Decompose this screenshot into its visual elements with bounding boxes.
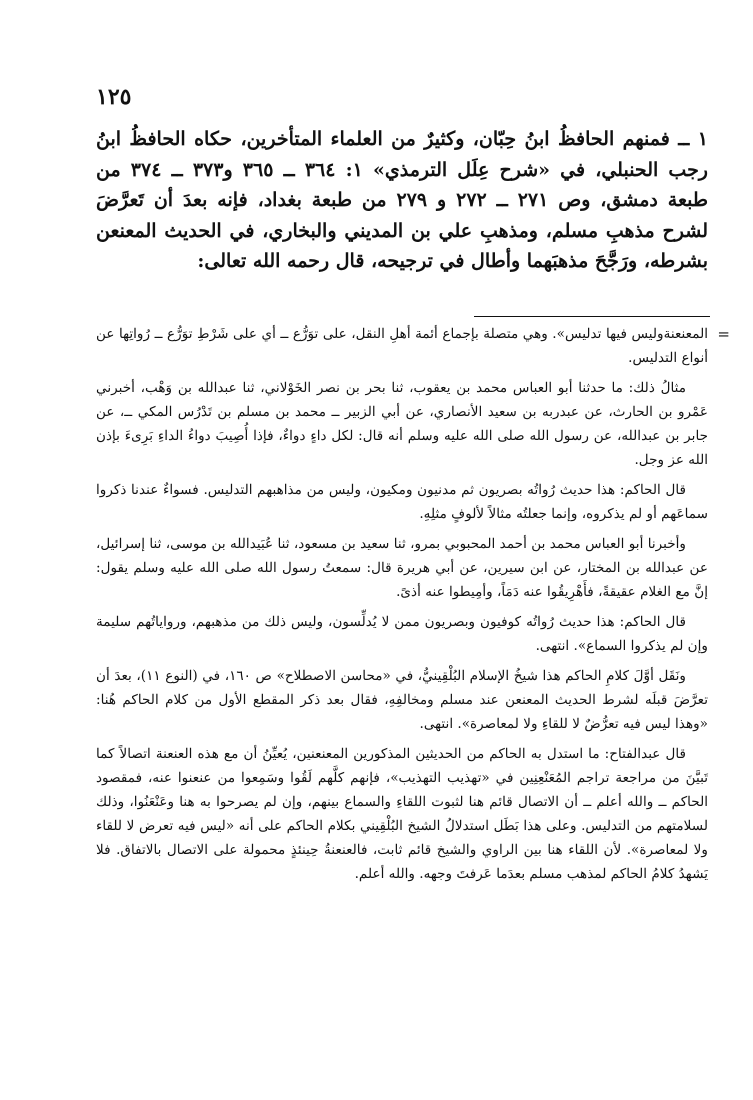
main-text-block [96, 124, 708, 277]
footnote-block [96, 322, 730, 892]
footnote-continuation-mark: = [717, 325, 730, 343]
footnote-paragraph: ونَقَل أوَّلَ كلامِ الحاكم هذا شيخُ الإسلام البُلْقِينيُّ، في «محاسن الاصطلاح» ص ١٦٠، في (النوع ١١)، بعدَ أن تعرَّضَ قبلَه لشرط الحديث المعنعن عند مسلم ومخالفِهِ، فقال بعد ذكر المقطع الأول من كلام الحاكم هُنا: «وهذا ليس فيه تعرُّضٌ لا للقاءِ ولا لمعاصرة». انتهى. [96, 668, 708, 732]
page-number: ١٢٥ [96, 84, 132, 110]
footnote-separator-line [474, 316, 710, 317]
footnote-paragraph: قال الحاكم: هذا حديث رُواتُه كوفيون وبصريون ممن لا يُدلِّسون، وليس ذلك من مذهبهم، ورواياتُهم سليمة وإن لم يذكروا السماع». انتهى. [96, 614, 708, 654]
footnote-paragraph: مثالُ ذلك: ما حدثنا أبو العباس محمد بن يعقوب، ثنا بحر بن نصر الخَوْلاني، ثنا عبدالله بن وَهْب، أخبرني عَمْرو بن الحارث، عن عبدربه بن سعيد الأنصاري، عن أبي الزبير ــ محمد بن مسلم بن تَدْرُس المكي ــ، عن جابر بن عبدالله، عن رسول الله صلى الله عليه وسلم أنه قال: لكل داءٍ دواءٌ، فإذا أُصِيبَ دواءُ الداءِ بَرِىءَ بإذن الله عز وجل. [96, 380, 708, 468]
footnote-paragraph: قال عبدالفتاح: ما استدل به الحاكم من الحديثين المذكورين المعنعنين، يُعيِّنُ أن مع هذه العنعنة اتصالاً كما تَبيَّنَ من مراجعة تراجم المُعَنْعِنِين في «تهذيب التهذيب»، فإنهم كلَّهم لَقُوا وسَمِعوا من عنعنوا عنه، فمقصود الحاكم ــ والله أعلم ــ أن الاتصال قائم هنا لثبوت اللقاءِ والسماع بينهم، وإن لم يصرحوا به هنا وعَنْعَنُوا، وذلك لسلامتهم من التدليس. وعلى هذا بَطَل استدلالُ الشيخ البُلْقِيني بكلام الحاكم على أنه «ليس فيه تعرض لا للقاء ولا لمعاصرة». لأن اللقاء هنا بين الراوي والشيخ قائم ثابت، فالعنعنةُ حِينئذٍ محمولة على الاتصال بالاتفاق. فلا يَشهدُ كلامُ الحاكم لمذهب مسلم بعدَما عَرفتَ وجهه. والله أعلم. [96, 746, 708, 882]
footnote-paragraph: المعنعنةوليس فيها تدليس». وهي متصلة بإجماع أئمة أهلِ النقل، على توَرُّع ــ أي على شَرْطِ توَرُّع ــ رُواتِها عن أنواع التدليس. [96, 326, 708, 366]
footnote-paragraph: وأخبرنا أبو العباس محمد بن أحمد المحبوبي بمرو، ثنا سعيد بن مسعود، ثنا عُبَيدالله بن موسى، ثنا إسرائيل، عن عبدالله بن المختار، عن ابن سيرين، عن أبي هريرة قال: سمعتُ رسول الله صلى الله عليه وسلم يقول: إنَّ مع الغلام عقيقةً، فأَهْرِيقُوا عنه دَمَاً، وأمِيطوا عنه أذىً. [96, 536, 708, 600]
footnote-paragraph: قال الحاكم: هذا حديث رُواتُه بصريون ثم مدنيون ومكيون، وليس من مذاهبهم التدليس. فسواءٌ عندنا ذكروا سماعَهم أو لم يذكروه، وإنما جعلتُه مثالاً لألوفٍ مثلِهِ. [96, 482, 708, 522]
footnote-first-paragraph-wrap [96, 322, 730, 370]
main-paragraph: ١ ــ فمنهم الحافظُ ابنُ حِبّان، وكثيرٌ من العلماء المتأخرين، حكاه الحافظُ ابنُ رجب الحنبلي، في «شرح عِلَل الترمذي» ١: ٣٦٤ ــ ٣٦٥ و٣٧٣ ــ ٣٧٤ من طبعة دمشق، وص ٢٧١ ــ ٢٧٢ و ٢٧٩ من طبعة بغداد، فإنه بعدَ أن تَعرَّضَ لشرح مذهبِ مسلم، ومذهبِ علي بن المديني والبخاري، في الحديث المعنعن بشرطه، ورَجَّحَ مذهبَهما وأطال في ترجيحه، قال رحمه الله تعالى: [96, 128, 708, 272]
